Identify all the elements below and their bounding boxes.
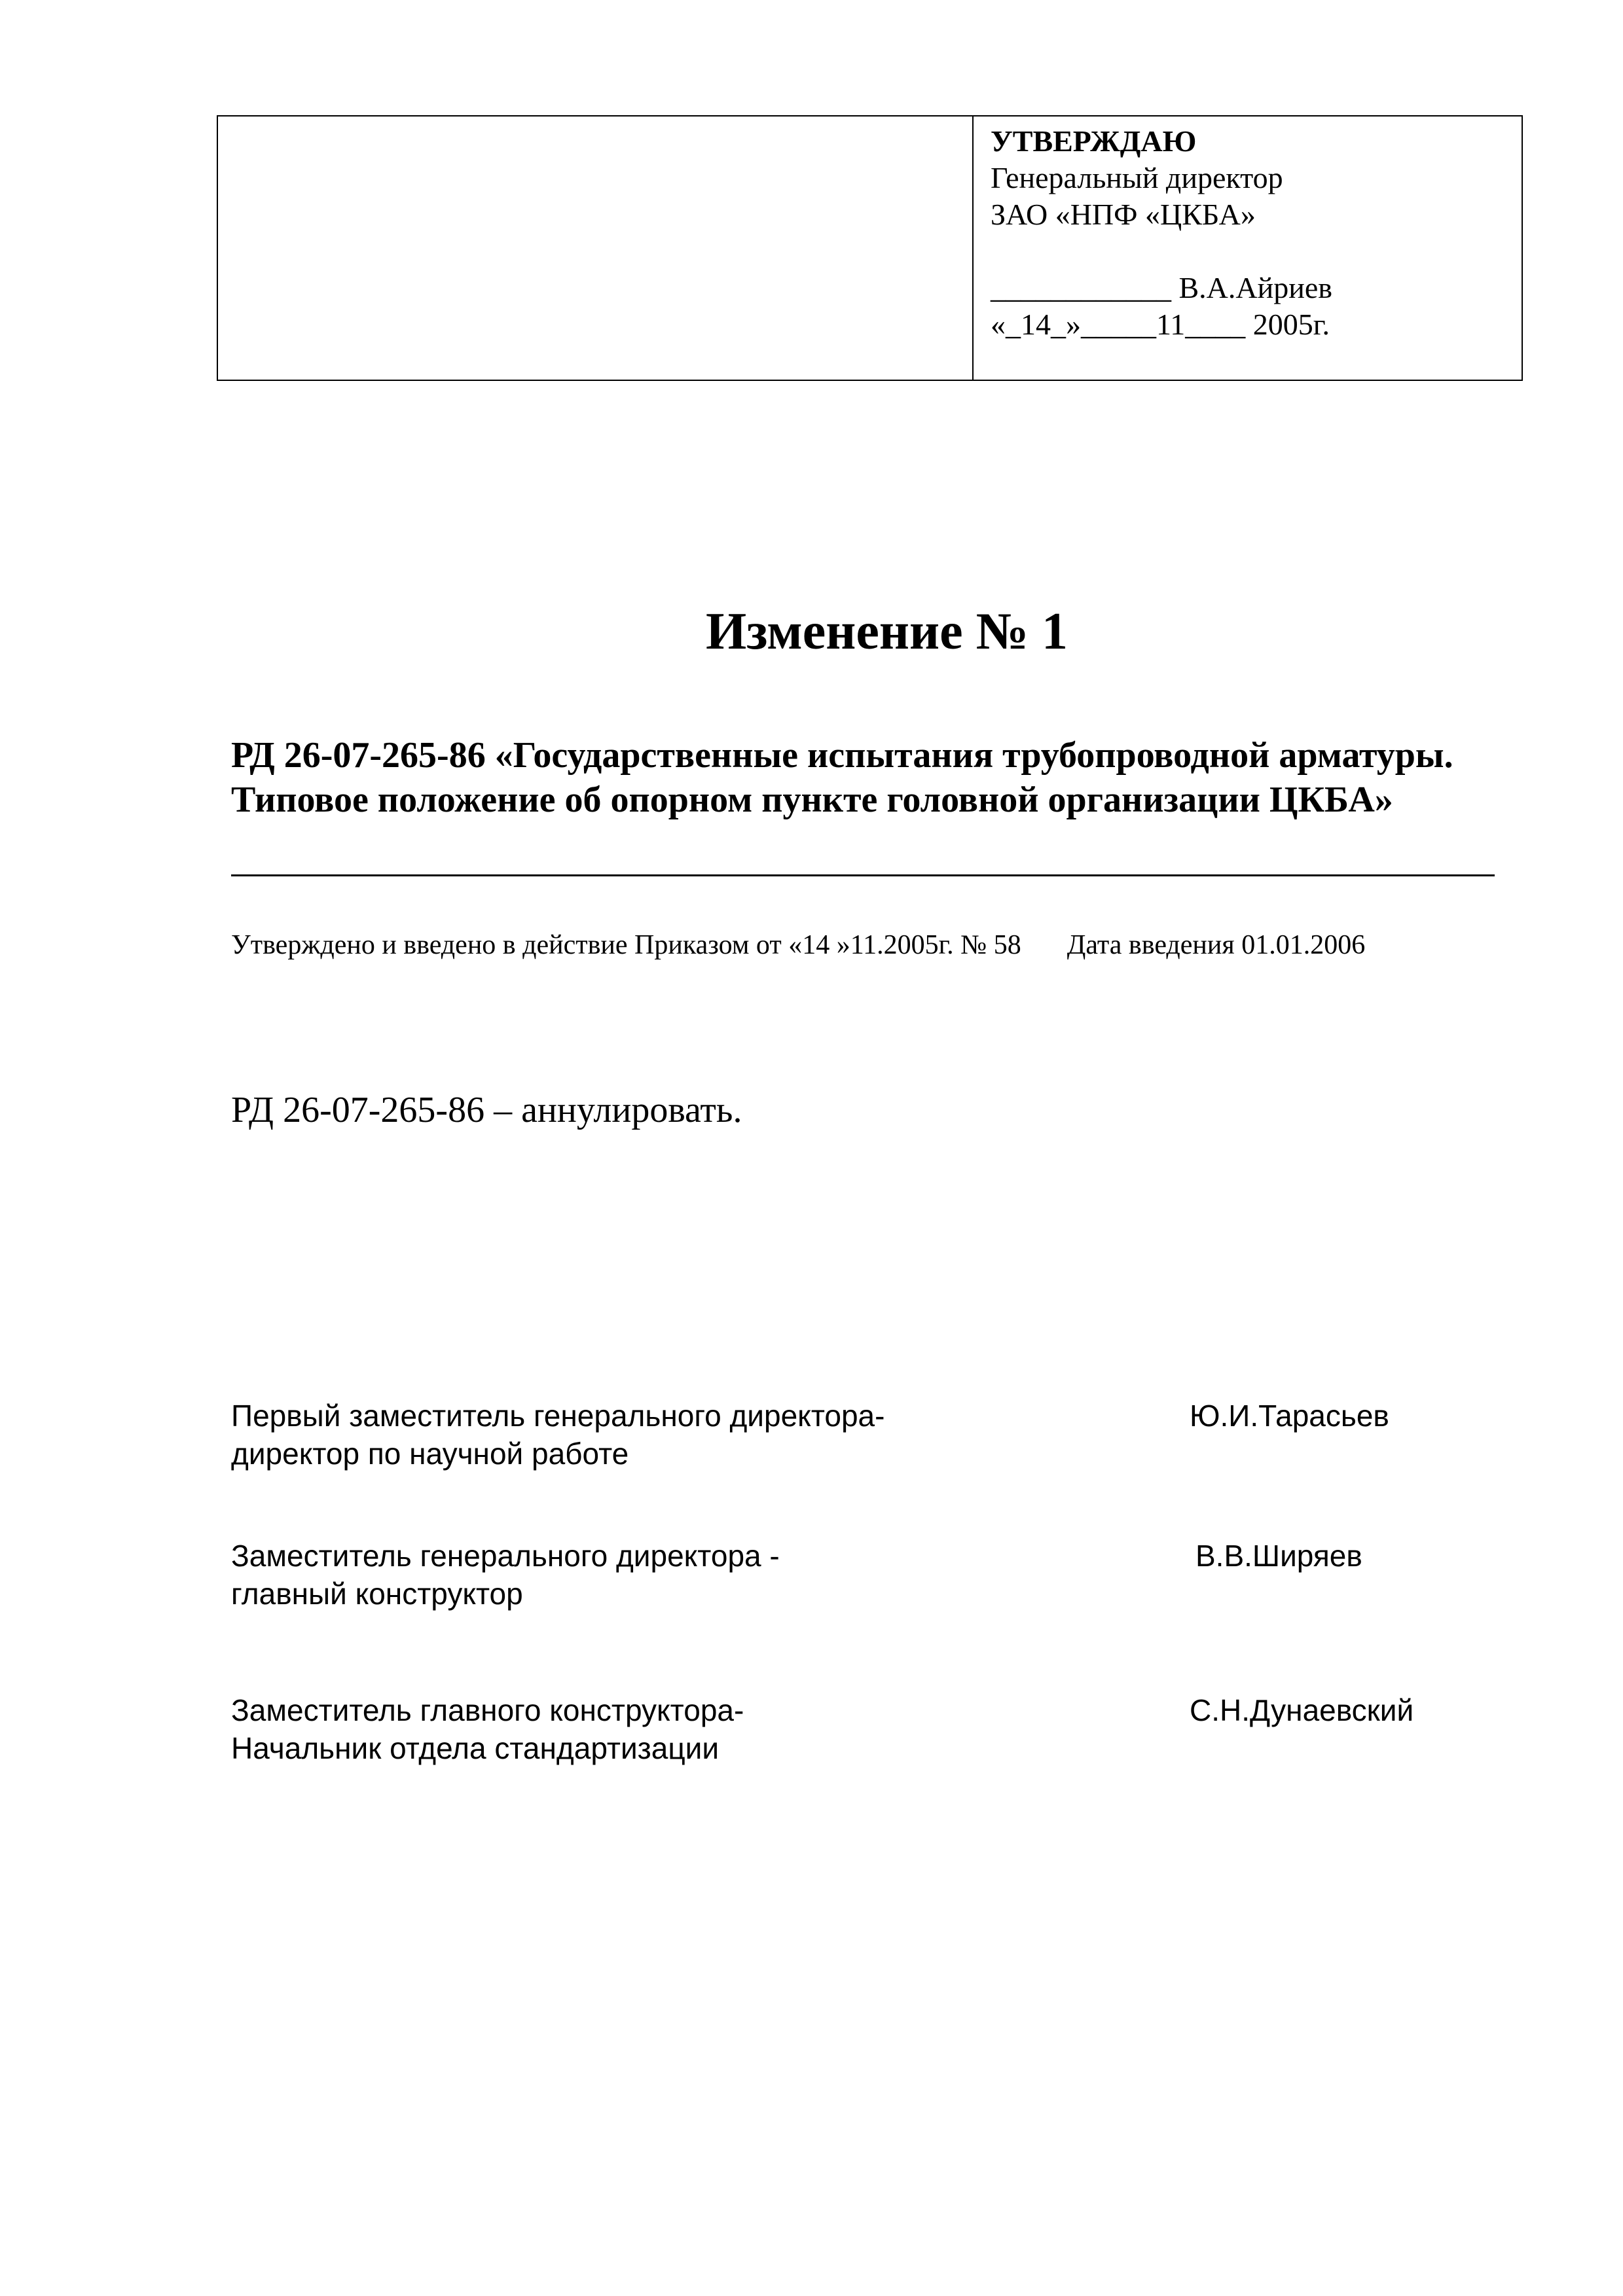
signature-role-2 — [231, 1537, 780, 1613]
annulment-statement: РД 26-07-265-86 – аннулировать. — [231, 1090, 742, 1130]
signature-role-3-line1: Заместитель главного конструктора- — [231, 1693, 744, 1727]
approved-by-order: Утверждено и введено в действие Приказом от «14 »11.2005г. № 58 — [231, 930, 1021, 960]
document-subject: РД 26-07-265-86 «Государственные испытания трубопроводной арматуры. Типовое положение об опорном пункте головной организации ЦКБА» — [231, 735, 1453, 820]
approval-table — [217, 115, 1523, 381]
signature-role-1 — [231, 1397, 884, 1473]
approval-position: Генеральный директор — [991, 161, 1283, 194]
approval-signature-line: ____________ В.А.Айриев — [991, 271, 1332, 304]
signature-name-1: Ю.И.Тарасьев — [1190, 1399, 1389, 1433]
approval-info — [231, 929, 1365, 961]
document-title: Изменение № 1 — [706, 603, 1068, 660]
signature-name-2: В.В.Ширяев — [1195, 1539, 1362, 1573]
signature-role-3-line2: Начальник отдела стандартизации — [231, 1731, 720, 1765]
signature-role-2-line2: главный конструктор — [231, 1577, 523, 1611]
approval-organization: ЗАО «НПФ «ЦКБА» — [991, 198, 1256, 231]
approval-gap — [991, 233, 1332, 270]
signature-role-3 — [231, 1691, 744, 1767]
signature-role-1-line1: Первый заместитель генерального директора- — [231, 1399, 885, 1433]
signature-role-2-line1: Заместитель генерального директора - — [231, 1539, 780, 1573]
approval-heading: УТВЕРЖДАЮ — [991, 124, 1197, 158]
approval-date-line: «_14_»_____11____ 2005г. — [991, 308, 1330, 341]
signature-name-3: С.Н.Дунаевский — [1190, 1693, 1414, 1727]
introduction-date: Дата введения 01.01.2006 — [1067, 930, 1366, 960]
signature-role-1-line2: директор по научной работе — [231, 1437, 629, 1471]
table-divider — [972, 117, 974, 380]
approval-block — [991, 123, 1332, 343]
subject-underline — [231, 874, 1495, 876]
